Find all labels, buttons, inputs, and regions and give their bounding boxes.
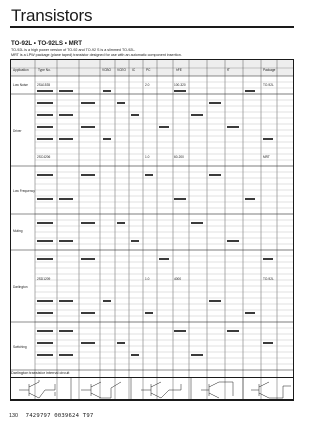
series-description-line2: MRT is a LPW package (plane taped) transistor designed for use with an automatic component insertion. [11, 53, 182, 57]
group-label-low-noise: Low Noise [13, 83, 28, 87]
table-row-pc: 1.0 [145, 277, 150, 281]
spec-table [10, 59, 294, 401]
table-row-hfe: 4000 [174, 277, 182, 281]
table-row-type: 2SD1209 [37, 277, 51, 281]
col-header-type: Type No. [38, 68, 51, 72]
series-description-line1: TO-92L is a high power version of TO-92 and TO-92 S is a slimmed TO-92L. [11, 48, 136, 52]
series-subtitle: TO-92L • TO-92LS • MRT [11, 40, 83, 47]
col-header-pc: PC [146, 68, 151, 72]
table-row-pc: 2.0 [145, 83, 150, 87]
table-row-type: 2SA1535 [37, 83, 51, 87]
table-row-pc: 1.0 [145, 155, 150, 159]
col-header-ic: IC [132, 68, 136, 72]
page-footer [9, 413, 93, 419]
group-label-driver: Driver [13, 129, 22, 133]
spec-table-grid [11, 60, 294, 401]
table-row-type: 2SC4206 [37, 155, 51, 159]
section-heading: Darlington transistor internal circuit [11, 371, 70, 375]
darlington-circuits [11, 378, 295, 401]
table-row-lines [35, 82, 294, 364]
col-header-vceo: VCEO [117, 68, 127, 72]
col-header-hfe: hFE [176, 68, 182, 72]
col-header-vcbo: VCBO [102, 68, 112, 72]
table-column-lines [35, 60, 277, 401]
group-label-switching: Switching [13, 345, 27, 349]
circuit-diagrams [10, 377, 294, 400]
document-code: 7429797 0039624 T97 [25, 413, 94, 419]
table-row-package: TO-92L [263, 83, 274, 87]
page-number: 130 [9, 413, 18, 419]
table-row-hfe: 60-200 [174, 155, 184, 159]
group-label-darlington: Darlington [13, 285, 28, 289]
col-header-ft: fT [227, 68, 230, 72]
table-row-package: MRT [263, 155, 270, 159]
group-label-low-frequency: Low Frequency [13, 189, 35, 193]
col-header-package: Package [263, 68, 276, 72]
title-divider [10, 26, 294, 28]
table-row-package: TO-92L [263, 277, 274, 281]
page-title: Transistors [11, 6, 93, 25]
group-label-muting: Muting [13, 229, 23, 233]
table-row-hfe: 100-320 [174, 83, 186, 87]
col-header-application: Application [13, 68, 29, 72]
